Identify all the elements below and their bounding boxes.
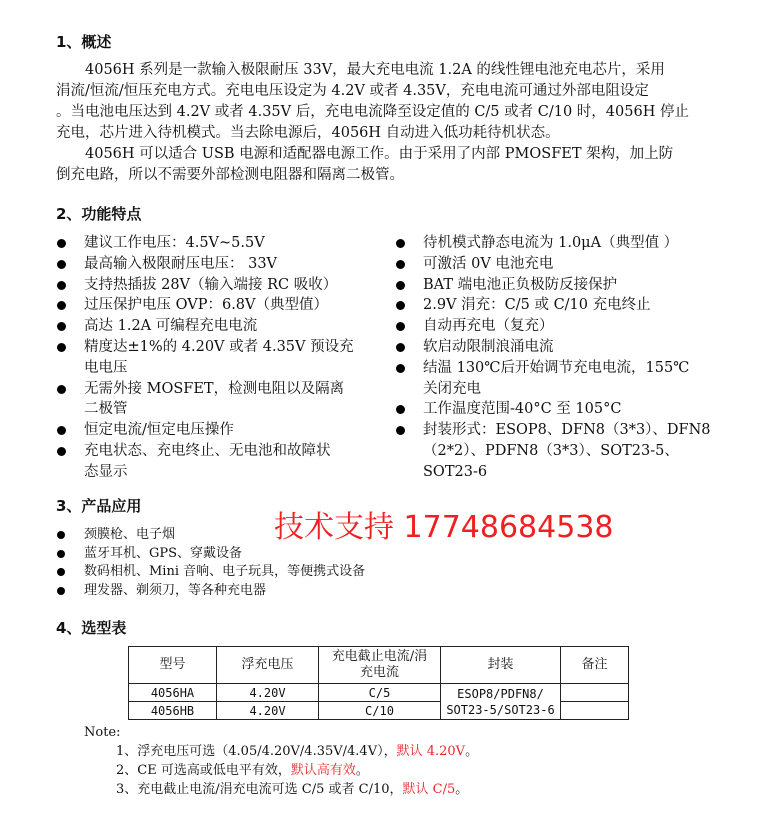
bullet-icon: [57, 385, 66, 394]
bullet-icon: [57, 568, 65, 576]
feature-item: 恒定电流/恒定电压操作: [54, 420, 394, 441]
bullet-icon: [396, 426, 405, 435]
bullet-icon: [57, 531, 65, 539]
column-header-remark: 备注: [561, 647, 629, 684]
bullet-icon: [57, 343, 66, 352]
bullet-icon: [57, 281, 66, 290]
bullet-icon: [57, 447, 66, 456]
column-header-package: 封装: [441, 647, 561, 684]
section-heading-selection: 4、选型表: [56, 619, 127, 637]
table-row: [129, 684, 629, 702]
feature-item: 待机模式静态电流为 1.0μA（典型值 ）: [393, 233, 733, 254]
bullet-icon: [57, 550, 65, 558]
feature-item: 可激活 0V 电池充电: [393, 254, 733, 275]
feature-item: 结温 130℃后开始调节充电电流，155℃ 关闭充电: [393, 358, 733, 400]
overview-paragraph: [56, 60, 704, 186]
column-header-voltage: 浮充电压: [217, 647, 319, 684]
column-header-cutoff: 充电截止电流/涓 充电流: [319, 647, 441, 684]
bullet-icon: [396, 405, 405, 414]
cell-voltage: 4.20V: [217, 702, 319, 720]
feature-item: 过压保护电压 OVP：6.8V（典型值）: [54, 295, 394, 316]
bullet-icon: [396, 301, 405, 310]
overview-line: 。当电池电压达到 4.2V 或者 4.35V 后，充电电流降至设定值的 C/5 或者 C/10 时，4056H 停止: [56, 104, 689, 120]
feature-item: 建议工作电压：4.5V~5.5V: [54, 233, 394, 254]
cell-model: 4056HA: [129, 684, 217, 702]
section-heading-overview: 1、概述: [56, 33, 112, 51]
cell-voltage: 4.20V: [217, 684, 319, 702]
note-default-highlight: 默认高有效: [290, 763, 356, 778]
features-right-list: [393, 233, 733, 483]
feature-item: BAT 端电池正负极防反接保护: [393, 275, 733, 296]
bullet-icon: [396, 239, 405, 248]
bullet-icon: [396, 343, 405, 352]
note-item: 3、充电截止电流/涓充电流可选 C/5 或者 C/10，默认 C/5。: [116, 782, 469, 797]
feature-item: 最高输入极限耐压电压： 33V: [54, 254, 394, 275]
cell-remark: [561, 702, 629, 720]
bullet-icon: [57, 301, 66, 310]
application-item: 蓝牙耳机、GPS、穿戴设备: [54, 545, 454, 564]
overview-line: 倒充电路，所以不需要外部检测电阻器和隔离二极管。: [56, 167, 404, 183]
cell-model: 4056HB: [129, 702, 217, 720]
cell-cutoff: C/5: [319, 684, 441, 702]
feature-item: 封装形式：ESOP8、DFN8（3*3）、DFN8 （2*2）、PDFN8（3*3）、SOT23-5、 SOT23-6: [393, 420, 733, 482]
selection-table: [128, 646, 629, 720]
bullet-icon: [396, 364, 405, 373]
note-default-highlight: 默认 C/5: [402, 782, 456, 797]
cell-package: ESOP8/PDFN8/ SOT23-5/SOT23-6: [441, 684, 561, 720]
tech-support-watermark: 技术支持 17748684538: [274, 510, 614, 545]
feature-item: 支持热插拔 28V（输入端接 RC 吸收）: [54, 275, 394, 296]
application-item: 颈膜枪、电子烟: [54, 526, 454, 545]
column-header-model: 型号: [129, 647, 217, 684]
cell-remark: [561, 684, 629, 702]
section-heading-features: 2、功能特点: [56, 205, 142, 223]
cell-cutoff: C/10: [319, 702, 441, 720]
feature-item: 软启动限制浪涌电流: [393, 337, 733, 358]
bullet-icon: [57, 322, 66, 331]
feature-item: 自动再充电（复充）: [393, 316, 733, 337]
bullet-icon: [57, 260, 66, 269]
note-item: 2、CE 可选高或低电平有效，默认高有效。: [116, 763, 369, 778]
table-header-row: [129, 647, 629, 684]
bullet-icon: [396, 281, 405, 290]
section-heading-applications: 3、产品应用: [56, 497, 142, 515]
application-item: 数码相机、Mini 音响、电子玩具，等便携式设备: [54, 563, 454, 582]
bullet-icon: [57, 426, 66, 435]
application-item: 理发器、剃须刀，等各种充电器: [54, 582, 454, 601]
overview-line: 涓流/恒流/恒压充电方式。充电电压设定为 4.2V 或者 4.35V，充电电流可通过外部电阻设定: [56, 83, 649, 99]
bullet-icon: [396, 260, 405, 269]
bullet-icon: [57, 239, 66, 248]
feature-item: 精度达±1%的 4.20V 或者 4.35V 预设充 电电压: [54, 337, 394, 379]
notes-label: Note:: [84, 725, 121, 740]
bullet-icon: [396, 322, 405, 331]
feature-item: 高达 1.2A 可编程充电电流: [54, 316, 394, 337]
overview-line: 4056H 系列是一款输入极限耐压 33V，最大充电电流 1.2A 的线性锂电池充电芯片，采用: [56, 62, 665, 78]
bullet-icon: [57, 587, 65, 595]
note-item: 1、浮充电压可选（4.05/4.20V/4.35V/4.4V），默认 4.20V。: [116, 744, 479, 759]
note-default-highlight: 默认 4.20V: [396, 744, 466, 759]
feature-item: 2.9V 涓充：C/5 或 C/10 充电终止: [393, 295, 733, 316]
features-left-list: [54, 233, 394, 483]
notes-list: [116, 742, 478, 799]
feature-item: 充电状态、充电终止、无电池和故障状 态显示: [54, 441, 394, 483]
overview-line: 4056H 可以适合 USB 电源和适配器电源工作。由于采用了内部 PMOSFET 架构，加上防: [56, 146, 674, 162]
feature-item: 无需外接 MOSFET，检测电阻以及隔离 二极管: [54, 379, 394, 421]
overview-line: 充电，芯片进入待机模式。当去除电源后，4056H 自动进入低功耗待机状态。: [56, 125, 560, 141]
feature-item: 工作温度范围-40°C 至 105°C: [393, 399, 733, 420]
